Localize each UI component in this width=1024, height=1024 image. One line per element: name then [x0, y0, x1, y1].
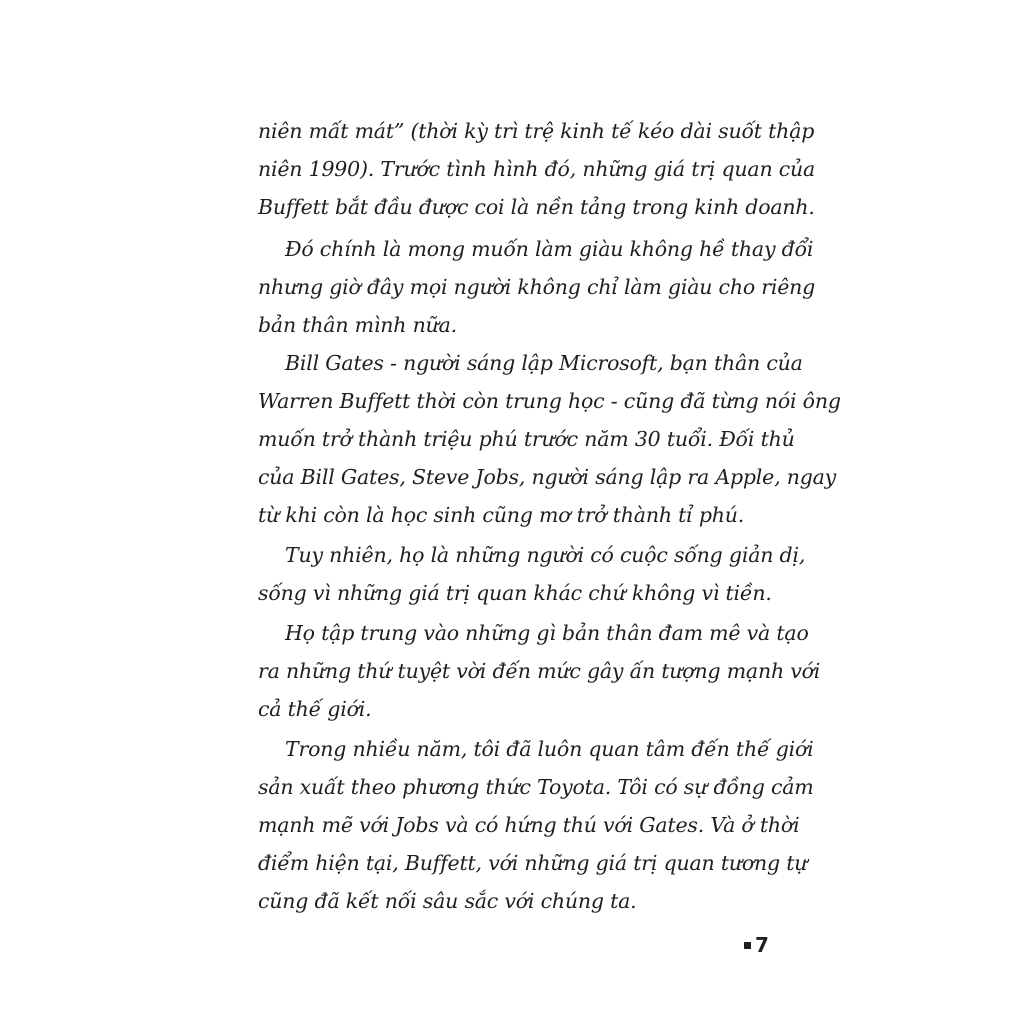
page-number — [744, 933, 769, 957]
text-line: sống vì những giá trị quan khác chứ không vì tiền. — [258, 581, 772, 605]
square-bullet-icon — [744, 942, 751, 949]
text-line: của Bill Gates, Steve Jobs, người sáng lập ra Apple, ngay — [258, 465, 837, 489]
page-number-value: 7 — [755, 933, 769, 957]
text-line: Buffett bắt đầu được coi là nền tảng trong kinh doanh. — [258, 195, 815, 219]
text-line: mạnh mẽ với Jobs và có hứng thú với Gates. Và ở thời — [258, 813, 800, 837]
text-line: bản thân mình nữa. — [258, 313, 457, 337]
paragraph-first-line: Tuy nhiên, họ là những người có cuộc sống giản dị, — [285, 543, 806, 567]
text-line: niên 1990). Trước tình hình đó, những giá trị quan của — [258, 157, 816, 181]
text-line: cả thế giới. — [258, 697, 372, 721]
paragraph-first-line: Đó chính là mong muốn làm giàu không hề thay đổi — [285, 237, 814, 261]
text-line: nhưng giờ đây mọi người không chỉ làm giàu cho riêng — [258, 275, 816, 299]
text-line: ra những thứ tuyệt vời đến mức gây ấn tượng mạnh với — [258, 659, 821, 683]
text-line: cũng đã kết nối sâu sắc với chúng ta. — [258, 889, 637, 913]
text-line: từ khi còn là học sinh cũng mơ trở thành tỉ phú. — [258, 503, 745, 527]
text-line: Warren Buffett thời còn trung học - cũng đã từng nói ông — [258, 389, 841, 413]
text-line: điểm hiện tại, Buffett, với những giá trị quan tương tự — [258, 851, 808, 875]
paragraph-first-line: Họ tập trung vào những gì bản thân đam mê và tạo — [285, 621, 809, 645]
paragraph-first-line: Trong nhiều năm, tôi đã luôn quan tâm đến thế giới — [285, 737, 814, 761]
text-line: niên mất mát” (thời kỳ trì trệ kinh tế kéo dài suốt thập — [258, 119, 815, 143]
text-line: sản xuất theo phương thức Toyota. Tôi có sự đồng cảm — [258, 775, 814, 799]
text-line: muốn trở thành triệu phú trước năm 30 tuổi. Đối thủ — [258, 427, 795, 451]
paragraph-first-line: Bill Gates - người sáng lập Microsoft, bạn thân của — [285, 351, 803, 375]
